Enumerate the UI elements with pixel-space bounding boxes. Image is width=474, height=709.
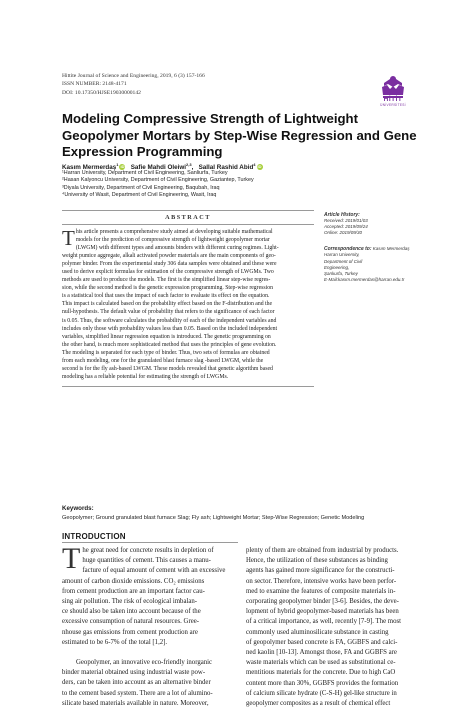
- body-line: plenty of them are obtained from industrial by products.: [246, 547, 399, 554]
- abstract-line: polymer binder. From the experimental study 306 data samples were obtained and these were: [62, 261, 277, 268]
- abstract-line: models for the prediction of compressive strength of lightweight geopolymer mortar: [75, 237, 270, 244]
- body-line: facture of equal amount of cement with an excessive: [82, 567, 226, 575]
- abstract-line: weight pumice aggregate, alkali activated powder materials are the main components of geo-: [62, 253, 276, 260]
- journal-info: [62, 72, 205, 97]
- correspondence-line: Şanlıurfa, Turkey: [324, 270, 358, 276]
- abstract-line: null-hypothesis. The default value of probability that refers to the significance of each factor: [62, 309, 275, 316]
- logo-name: HİTİT: [383, 96, 403, 103]
- body-column-left: [62, 542, 238, 709]
- body-line: of geopolymer based concrete is FA, GGBFS and calci-: [246, 638, 398, 646]
- body-line: ce should also be taken into account because of the: [62, 608, 201, 616]
- body-line: huge quantities of cement. This causes a manu-: [82, 557, 211, 565]
- body-column-right: [246, 546, 424, 709]
- correspondence-heading: Correspondence to:: [324, 246, 372, 253]
- article-title: Modeling Compressive Strength of Lightweight Geopolymer Mortars by Step-Wise Regression and Gene Expression Programming: [62, 111, 417, 159]
- abstract-line: from each modeling, one for the granulated blast furnace slag -based LWGM, while the: [62, 357, 264, 364]
- abstract-dropcap: T: [62, 226, 75, 250]
- body-line: sing air pollution. The risk of ecological imbalan-: [62, 598, 198, 606]
- body-line: commonly used aluminosilicate substance in casting: [246, 628, 389, 636]
- body-line: Geopolymer, an innovative eco-friendly inorganic: [76, 659, 213, 667]
- body-line: of calcium silicate hydrate (C-S-H) gel-like structure in: [246, 689, 397, 697]
- body-line: binder material obtained using industrial waste pow-: [62, 669, 206, 677]
- abstract-line: modeling has a reliable potential for estimating the strength of LWGMs.: [62, 373, 229, 380]
- keywords-list: Geopolymer; Ground granulated blast furnace Slag; Fly ash; Lightweight Mortar; Step-Wise Regression; Genetic Modeling: [62, 515, 365, 521]
- body-line: silicate based materials available in nature. Moreover,: [62, 699, 209, 707]
- logo-subtitle: ÜNİVERSİTESİ: [380, 103, 406, 107]
- abstract-heading: ABSTRACT: [165, 214, 211, 221]
- affiliations: [62, 170, 254, 200]
- abstract-line: variables, simplified linear regression equation is introduced. The genetic programming on: [62, 333, 271, 340]
- body-line: geopolymer composites as a result of chemical effect: [246, 700, 391, 708]
- journal-citation: Hittite Journal of Science and Engineering, 2019, 6 (3) 157-166: [62, 73, 205, 79]
- introduction-heading: INTRODUCTION: [62, 532, 126, 541]
- author-3[interactable]: Sallal Rashid Abid: [198, 164, 254, 172]
- affiliation-item: ¹Harran University, Department of Civil Engineering, Sanliurfa, Turkey: [62, 170, 228, 176]
- introduction-rule: [62, 542, 238, 543]
- abstract-heading-rule: [62, 224, 314, 225]
- correspondence-line: Harran University,: [324, 252, 360, 258]
- author-1-affil: 1: [116, 162, 119, 167]
- abstract-line: (LWGM) with different types and amounts binders with different curing regimes. Light-: [75, 245, 279, 252]
- body-line: amount of carbon dioxide emissions. CO₂ emissions: [62, 577, 205, 585]
- correspondence-line: Engineering,: [324, 264, 350, 270]
- correspondence-name: Kasım Mermerdaş: [372, 246, 410, 252]
- body-line: on sector. Therefore, intensive works have been perfor-: [246, 577, 397, 585]
- journal-issn: ISSN NUMBER: 2148-4171: [62, 81, 127, 88]
- affiliation-item: ³Diyala University, Department of Civil Engineering, Baqubah, Iraq: [62, 184, 220, 191]
- accepted-date: Accepted: 2019/09/24: [324, 224, 368, 230]
- online-date: Online: 2019/09/30: [324, 230, 363, 236]
- abstract-line: is a statistical tool that uses the impact of each factor to evaluate its effect on the equation.: [62, 293, 270, 300]
- intro-dropcap: T: [62, 542, 81, 575]
- abstract-text: [62, 228, 314, 381]
- body-line: to the cement based system. There are a lot of alumino-: [62, 689, 213, 697]
- abstract-top-rule: [62, 210, 314, 211]
- orcid-icon[interactable]: iD: [257, 164, 262, 170]
- abstract-bottom-rule: [62, 386, 314, 387]
- journal-doi: DOI: 10.17350/HJSE19030000142: [62, 89, 141, 96]
- abstract-line: is 0.05. Thus, the software calculates the probability of each of the independent variables and: [62, 317, 277, 324]
- body-line: nhouse gas emissions from cement production are: [62, 628, 198, 636]
- article-history-heading: Article History:: [324, 212, 360, 218]
- correspondence-email[interactable]: E-Mail:kasım.mermerdas@harran.edu.tr: [324, 276, 405, 282]
- body-line: content more than 30%, GGBFS provides the formation: [246, 679, 399, 687]
- abstract-line: This impact is calculated based on the probability effect based on the F-distribution and the: [62, 301, 273, 308]
- body-line: estimated to be 6-7% of the total [1,2].: [62, 638, 168, 646]
- body-line: excessive consumption of natural resources. Gree-: [62, 618, 200, 626]
- body-line: ders, can be taken into account as an alternative binder: [62, 679, 211, 687]
- body-line: agents has gained more significance for the constructi-: [246, 567, 395, 575]
- body-line: from cement production are an important factor cau-: [62, 587, 205, 595]
- abstract-line: his article presents a comprehensive study aimed at developing suitable mathematical: [75, 229, 273, 235]
- article-sidebar: [324, 212, 424, 283]
- body-line: ned kaolin [10-13]. Amongst those, FA and GGBFS are: [246, 649, 397, 657]
- body-line: mentitious materials for the concrete. Due to high CaO: [246, 669, 396, 677]
- author-1[interactable]: Kasım Mermerdaş: [62, 164, 117, 172]
- body-line: corporating geopolymer binder [3-6]. Besides, the deve-: [246, 598, 399, 606]
- abstract-line: sion, while the second method is the genetic expression programming. Step-wise regression: [62, 285, 273, 292]
- body-line: lopment of hybrid geopolymer-based materials has been: [246, 608, 399, 616]
- affiliation-item: ⁴University of Wasit, Department of Civil Engineering, Wasit, Iraq: [62, 192, 217, 199]
- author-list: Kasım Mermerdaş$^1$ iD Safie Mahdi Oleiwi$^{2,3}$, Sallal Rashid Abid$^4$ iD: [62, 162, 262, 172]
- body-line: he great need for concrete results in depletion of: [82, 547, 214, 554]
- orcid-icon[interactable]: iD: [120, 164, 125, 170]
- body-line: of a critical importance, as well, recently [7-9]. The most: [246, 618, 402, 626]
- abstract-line: the other hand, is much more sophisticated method that uses the principles of gene evolution.: [62, 341, 277, 348]
- body-line: Hence, the utilization of these substances as binding: [246, 557, 388, 565]
- abstract-line: The modeling is separated for each type of binder. Thus, two sets of formulas are obtained: [62, 349, 270, 356]
- abstract-line: methods are used to produce the models. The first is the simplified linear step-wise regres-: [62, 277, 271, 284]
- received-date: Received: 2019/01/03: [324, 218, 368, 224]
- abstract-line: used to derive explicit formulas for estimation of the compressive strength of LWGMs. Two: [62, 269, 274, 276]
- author-3-affil: 4: [253, 162, 256, 167]
- correspondence-line: Department of Civil: [324, 258, 363, 264]
- keywords-heading: Keywords:: [62, 505, 94, 512]
- body-line: waste materials which can be used as substitutional ce-: [246, 659, 396, 667]
- abstract-line: second is for the fly ash-based LWGM. These models revealed that genetic algorithm based: [62, 365, 273, 372]
- author-2-affil: 2,3: [186, 162, 192, 167]
- author-2[interactable]: Safie Mahdi Oleiwi: [130, 164, 187, 172]
- body-line: med to examine the features of composite materials in-: [246, 587, 396, 595]
- affiliation-item: ²Hasan Kalyoncu University, Department of Civil Engineering, Gaziantep, Turkey: [62, 177, 254, 184]
- abstract-line: includes only those with probability values less than 0.05. Based on the included independent: [62, 325, 278, 332]
